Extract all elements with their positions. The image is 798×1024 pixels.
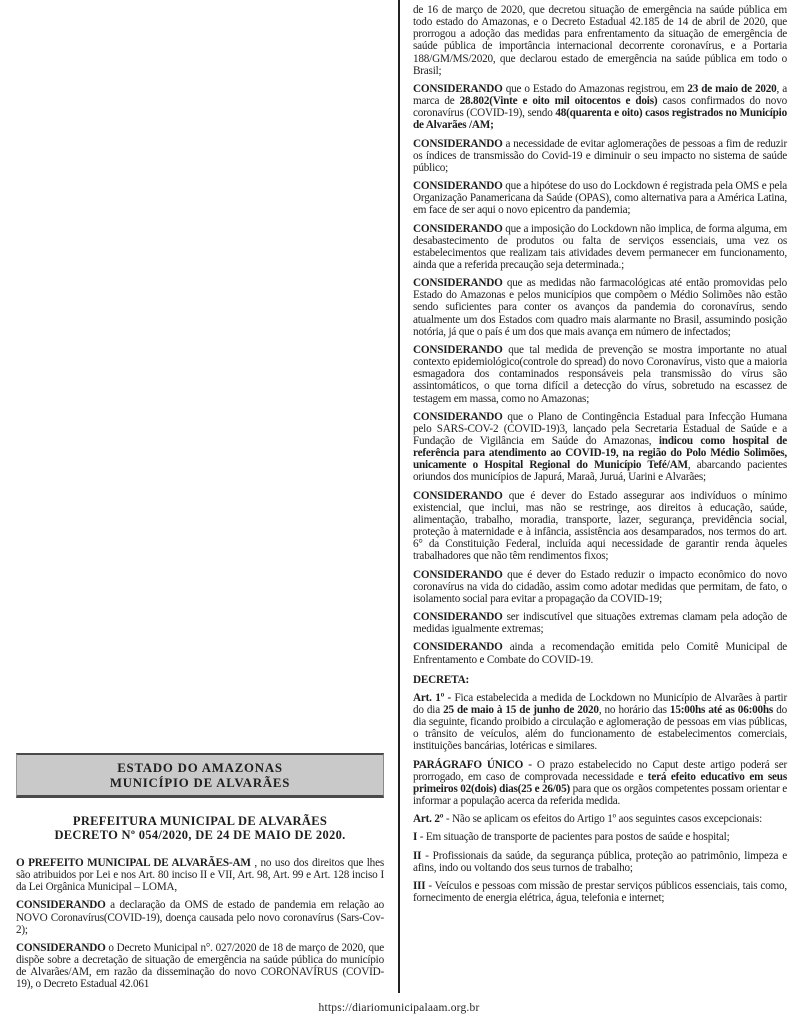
article-2-paragraph xyxy=(413,813,787,825)
item-ii-paragraph xyxy=(413,850,787,874)
text-run: , a marca de xyxy=(413,82,788,108)
bold-text-run: CONSIDERANDO xyxy=(413,343,503,356)
preamble-paragraph xyxy=(16,857,384,893)
footer-url: https://diariomunicipalaam.org.br xyxy=(318,1002,480,1014)
bold-text-run: CONSIDERANDO xyxy=(413,489,503,502)
text-run: , no horário das xyxy=(598,703,670,716)
column-divider xyxy=(398,0,400,993)
text-run: O prazo estabelecido no Caput deste artigo poderá ser prorrogado, em caso de comprovada necessidade e xyxy=(413,758,787,783)
bold-text-run: CONSIDERANDO xyxy=(413,568,503,581)
text-run: , no uso dos direitos que lhes são atribuidos por Lei e nos Art. 80 inciso II e VII, Art. 98, Art. 99 e Art. 128 inciso I da Lei Orgânica Municipal – LOMA, xyxy=(16,857,384,894)
text-run: que as medidas não farmacológicas até então promovidas pelo Estado do Amazonas e pelos municípios que compõem o Médio Solimões não estão sendo suficientes para conter os avanços da pandemia do coronavírus, sendo atualmente um dos Estados com quadro mais alarmante no Brasil, assumindo posição notória, já que o país é um dos que mais avança em número de infectados; xyxy=(413,277,787,338)
bold-text-run: Art. 1º - xyxy=(413,691,452,704)
bold-text-run: 15:00hs até as 06:00hs xyxy=(669,703,774,716)
considerando-paragraph xyxy=(16,942,384,991)
text-run: que tal medida de prevenção se mostra importante no atual contexto epidemiológico(controle do spread) do novo Coronavírus, visto que a maioria esmagadora dos contaminados responsáveis pela transmissão do vírus são assintomáticos, o que torna difícil a detecção do vírus, sobretudo na escassez de testagem em massa, como no Amazonas; xyxy=(413,343,787,405)
decree-title xyxy=(16,815,384,842)
decree-title-line2: DECRETO Nº 054/2020, DE 24 DE MAIO DE 2020. xyxy=(54,827,346,842)
text-run: ainda a recomendação emitida pelo Comitê Municipal de Enfrentamento e Combate do COVID-19. xyxy=(413,641,787,666)
left-column xyxy=(16,753,384,997)
municipality-name: MUNICÍPIO DE ALVARÃES xyxy=(109,775,291,790)
text-run: a necessidade de evitar aglomerações de pessoas a fim de reduzir os índices de transmissão do Covid-19 e diminuir o seu impacto no sistema de saúde público; xyxy=(413,137,787,174)
state-header-box xyxy=(16,753,384,798)
text-run: Fica estabelecida a medida de Lockdown no Município de Alvarães à partir do dia xyxy=(413,691,787,716)
bold-text-run: CONSIDERANDO xyxy=(413,180,503,193)
text-run: - Não se aplicam os efeitos do Artigo 1º aos seguintes casos excepcionais: xyxy=(443,813,762,826)
considerando-paragraph xyxy=(413,223,787,272)
bold-text-run: Art. 2º xyxy=(413,813,444,826)
bold-text-run: CONSIDERANDO xyxy=(413,641,503,654)
decree-title-line1: PREFEITURA MUNICIPAL DE ALVARÃES xyxy=(72,814,328,828)
continuation-paragraph xyxy=(413,4,787,77)
considerando-paragraph xyxy=(413,490,787,563)
bold-text-run: 23 de maio de 2020 xyxy=(687,82,777,95)
bold-text-run: PARÁGRAFO ÚNICO - xyxy=(413,758,532,771)
paragrafo-unico-paragraph xyxy=(413,759,787,808)
bold-text-run: I xyxy=(413,831,418,844)
text-run: casos confirmados do novo coronavírus (COVID-19), sendo xyxy=(413,95,787,120)
text-run: ser indiscutível que situações extremas clamam pela adoção de medidas igualmente extremas; xyxy=(413,611,787,636)
considerando-paragraph xyxy=(413,569,787,605)
text-run: que é dever do Estado assegurar aos indivíduos o mínimo existencial, que inclui, mas não se restringe, aos direitos à educação, saúde, alimentação, trabalho, moradia, transporte, lazer, segurança, previdência social, proteção à maternidade e à infância, assistência aos desamparados, nos termos do art. 6° da Constituição Federal, incluída aqui necessidade de garantir renda àqueles trabalhadores que não têm rendimentos fixos; xyxy=(413,489,787,563)
text-run: do dia seguinte, ficando proibido a circulação e aglomeração de pessoas em vias públicas, o trânsito de veículos, além do funcionamento de estabelecimentos comerciais, instituições bancárias, lotéricas e similares. xyxy=(413,703,787,753)
text-run: - Em situação de transporte de pacientes para postos de saúde e hospital; xyxy=(417,831,730,844)
right-column xyxy=(413,4,787,910)
text-run: que a hipótese do uso do Lockdown é registrada pela OMS e pela Organização Panamericana da Saúde (OPAS), como alternativa para a América Latina, em face de ser aqui o novo epicentro da pandemia; xyxy=(413,180,787,217)
bold-text-run: CONSIDERANDO xyxy=(413,611,503,624)
considerando-paragraph xyxy=(413,83,787,132)
considerando-paragraph xyxy=(413,641,787,665)
bold-text-run: 28.802(Vinte e oito mil oitocentos e dois) xyxy=(459,95,658,108)
text-run: para que os orgãos competentes possam orientar e informar a população acerca da referida medida. xyxy=(413,782,787,808)
considerando-paragraph xyxy=(413,180,787,216)
text-run: que é dever do Estado reduzir o impacto econômico do novo coronavírus na vida do cidadão, assim como adotar medidas que permitam, de fato, o isolamento social para evitar a propagação da COVID-19; xyxy=(413,568,787,605)
text-run: - Profissionais da saúde, da segurança pública, proteção ao patrimônio, limpeza e afins, indo ou voltando dos seus turnos de trabalho; xyxy=(413,849,787,874)
item-iii-paragraph xyxy=(413,880,787,904)
considerando-paragraph xyxy=(413,344,787,405)
bold-text-run: CONSIDERANDO xyxy=(413,277,503,290)
bold-text-run: III xyxy=(413,879,426,892)
bold-text-run: CONSIDERANDO xyxy=(413,410,503,423)
text-run: o Decreto Municipal n°. 027/2020 de 18 de março de 2020, que dispõe sobre a decretação de situação de emergência na saúde pública do município de Alvarães/AM, em razão da disseminação do novo CORONAVÍRUS (COVID- 19), o Decreto Estadual 42.061 xyxy=(16,941,384,991)
bold-text-run: 25 de maio à 15 de junho de 2020 xyxy=(443,703,599,716)
bold-text-run: DECRETA: xyxy=(413,673,469,686)
text-run: a declaração da OMS de estado de pandemia em relação ao NOVO Coronavírus(COVID-19), doença causada pelo novo coronavírus (Sars-Cov-2); xyxy=(16,899,384,936)
considerando-paragraph xyxy=(16,899,384,935)
considerando-paragraph xyxy=(413,411,787,484)
considerando-paragraph xyxy=(413,138,787,174)
considerando-paragraph xyxy=(413,277,787,338)
bold-text-run: CONSIDERANDO xyxy=(16,941,106,954)
text-run: que o Estado do Amazonas registrou, em xyxy=(502,82,688,95)
item-i-paragraph xyxy=(413,831,787,843)
bold-text-run: indicou como hospital de referência para atendimento ao COVID-19, na região do Polo Médio Solimões, unicamente o Hospital Regional do Município Tefé/AM xyxy=(413,435,787,472)
bold-text-run: 48(quarenta e oito) casos registrados no Município de Alvarães /AM; xyxy=(413,107,787,132)
considerando-paragraph xyxy=(413,611,787,635)
bold-text-run: CONSIDERANDO xyxy=(413,222,503,235)
decreta-heading xyxy=(413,674,787,686)
bold-text-run: II xyxy=(413,849,422,862)
bold-text-run: CONSIDERANDO xyxy=(413,82,503,95)
text-run: que o Plano de Contingência Estadual para Infecção Humana pelo SARS-COV-2 (COVID-19)3, lançado pela Secretaria Estadual de Saúde e a Fundação de Vigilância em Saúde do Amazonas, xyxy=(413,410,787,447)
text-run: , abarcando pacientes oriundos dos municípios de Japurá, Maraã, Juruá, Uarini e Alvarães; xyxy=(413,459,787,484)
article-1-paragraph xyxy=(413,692,787,753)
state-name: ESTADO DO AMAZONAS xyxy=(117,761,283,775)
text-run: que a imposição do Lockdown não implica, de forma alguma, em desabastecimento de produtos ou falta de serviços essenciais, uma vez os estabelecimentos que realizam tais atividades devem permanecer em funcionamento, ainda que a referida precaução seja determinada.; xyxy=(413,222,787,271)
text-run: de 16 de março de 2020, que decretou situação de emergência na saúde pública em todo estado do Amazonas, e o Decreto Estadual 42.185 de 14 de abril de 2020, que prorrogou a adoção das medidas para enfrentamento da situação de emergência de saúde pública de importância internacional decorrente coronavírus, e a Portaria 188/GM/MS/2020, que declarou estado de emergência na saúde pública em todo o Brasil; xyxy=(413,4,787,77)
bold-text-run: O PREFEITO MUNICIPAL DE ALVARÃES-AM xyxy=(16,857,251,869)
text-run: - Veículos e pessoas com missão de prestar serviços públicos essenciais, tais como, fornecimento de energia elétrica, água, telefonia e internet; xyxy=(413,879,787,904)
bold-text-run: terá efeito educativo em seus primeiros 02(dois) dias(25 e 26/05) xyxy=(413,770,787,795)
bold-text-run: CONSIDERANDO xyxy=(413,137,503,150)
bold-text-run: CONSIDERANDO xyxy=(16,899,106,912)
